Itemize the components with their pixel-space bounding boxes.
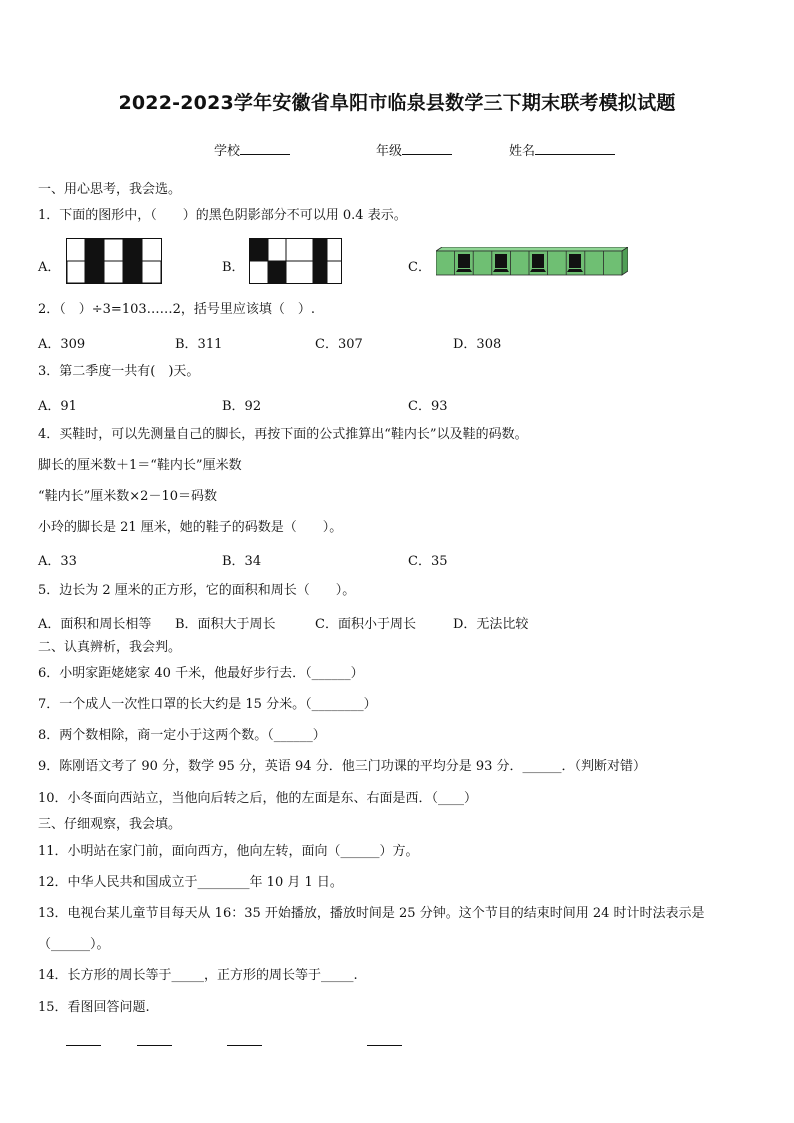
- school-field[interactable]: [214, 140, 290, 159]
- q5-option-d[interactable]: D．无法比较: [453, 617, 529, 632]
- question-9[interactable]: 9．陈刚语文考了 90 分，数学 95 分，英语 94 分．他三门功课的平均分是 93 分．______．（判断对错）: [38, 759, 646, 774]
- q1-figure-c: [436, 247, 628, 277]
- q4-option-c[interactable]: C．35: [408, 554, 448, 569]
- question-4: 4．买鞋时，可以先测量自己的脚长，再按下面的公式推算出“鞋内长”以及鞋的码数。: [38, 427, 528, 442]
- q2-option-a[interactable]: A．309: [38, 337, 86, 352]
- question-6[interactable]: 6．小明家距姥姥家 40 千米，他最好步行去．（______）: [38, 666, 364, 681]
- q2-option-d[interactable]: D．308: [453, 337, 502, 352]
- q2-option-b[interactable]: B．311: [175, 337, 223, 352]
- question-15: 15．看图回答问题.: [38, 1000, 150, 1015]
- q3-option-b[interactable]: B．92: [222, 399, 262, 414]
- question-7[interactable]: 7．一个成人一次性口罩的长大约是 15 分米。（________）: [38, 697, 377, 712]
- q4-option-a[interactable]: A．33: [38, 554, 77, 569]
- school-blank[interactable]: [240, 142, 290, 155]
- q1-option-a-label[interactable]: A．: [38, 260, 61, 275]
- q4-formula-2: “鞋内长”厘米数×2－10＝码数: [38, 489, 217, 504]
- grade-label: 年级: [376, 144, 403, 159]
- section-2-heading: 二、认真辨析，我会判。: [38, 640, 182, 655]
- q3-option-c[interactable]: C．93: [408, 399, 448, 414]
- q3-option-a[interactable]: A．91: [38, 399, 77, 414]
- q1-figure-a: [66, 238, 162, 284]
- name-label: 姓名: [509, 144, 536, 159]
- q15-blank-2[interactable]: [137, 1045, 172, 1046]
- q5-option-c[interactable]: C．面积小于周长: [315, 617, 416, 632]
- grade-field[interactable]: [376, 140, 452, 159]
- name-field[interactable]: [509, 140, 615, 159]
- question-8[interactable]: 8．两个数相除，商一定小于这两个数。（______）: [38, 728, 326, 743]
- question-10[interactable]: 10．小冬面向西站立，当他向后转之后，他的左面是东、右面是西．（____）: [38, 791, 478, 806]
- page-title: 2022-2023学年安徽省阜阳市临泉县数学三下期末联考模拟试题: [118, 92, 676, 114]
- q1-option-b-label[interactable]: B．: [222, 260, 245, 275]
- q4-option-b[interactable]: B．34: [222, 554, 262, 569]
- q15-blank-1[interactable]: [66, 1045, 101, 1046]
- name-blank[interactable]: [535, 142, 615, 155]
- q1-figure-b: [249, 238, 342, 284]
- question-14[interactable]: 14．长方形的周长等于_____，正方形的周长等于_____.: [38, 968, 358, 983]
- question-13: 13．电视台某儿童节目每天从 16：35 开始播放，播放时间是 25 分钟。这个节目的结束时间用 24 时计时法表示是: [38, 906, 705, 921]
- school-label: 学校: [214, 144, 241, 159]
- question-11[interactable]: 11．小明站在家门前，面向西方，他向左转，面向（______）方。: [38, 844, 419, 859]
- question-3: 3．第二季度一共有( )天。: [38, 364, 200, 379]
- q15-blank-3[interactable]: [227, 1045, 262, 1046]
- q5-option-b[interactable]: B．面积大于周长: [175, 617, 276, 632]
- section-1-heading: 一、用心思考，我会选。: [38, 182, 182, 197]
- q1-option-c-label[interactable]: C．: [408, 260, 431, 275]
- grade-blank[interactable]: [402, 142, 452, 155]
- q5-option-a[interactable]: A．面积和周长相等: [38, 617, 152, 632]
- question-2: 2．（ ）÷3=103……2，括号里应该填（ ）.: [38, 302, 316, 317]
- q2-option-c[interactable]: C．307: [315, 337, 363, 352]
- section-3-heading: 三、仔细观察，我会填。: [38, 817, 182, 832]
- question-12[interactable]: 12．中华人民共和国成立于________年 10 月 1 日。: [38, 875, 343, 890]
- q15-blank-4[interactable]: [367, 1045, 402, 1046]
- q4-question: 小玲的脚长是 21 厘米，她的鞋子的码数是（ ）。: [38, 520, 343, 535]
- question-1: 1．下面的图形中，（ ）的黑色阴影部分不可以用 0.4 表示。: [38, 208, 407, 223]
- q4-formula-1: 脚长的厘米数＋1＝“鞋内长”厘米数: [38, 458, 242, 473]
- question-5: 5．边长为 2 厘米的正方形，它的面积和周长（ ）。: [38, 583, 356, 598]
- question-13-blank[interactable]: （______）。: [38, 937, 110, 952]
